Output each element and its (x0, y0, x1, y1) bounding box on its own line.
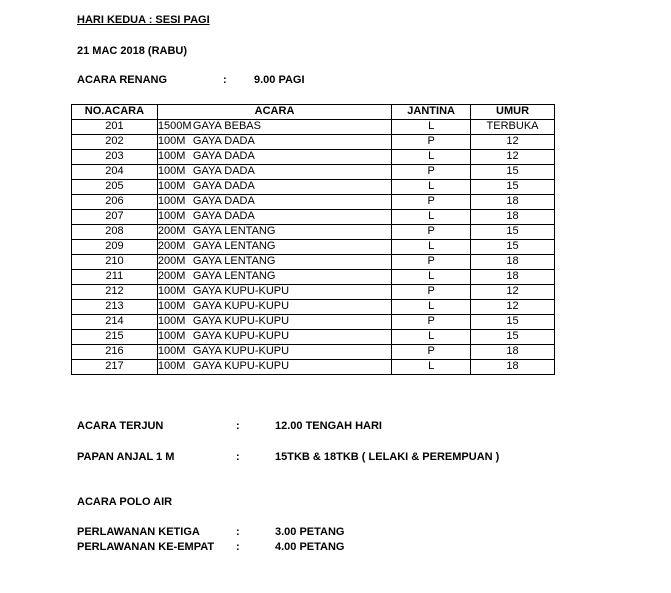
swimming-separator: : (223, 74, 227, 86)
cell-event-number: 214 (72, 315, 158, 330)
cell-gender: P (392, 345, 471, 360)
springboard-separator: : (236, 451, 240, 463)
cell-event-number: 209 (72, 240, 158, 255)
table-row (72, 330, 555, 345)
cell-gender: L (392, 120, 471, 135)
table-row (72, 120, 555, 135)
event-style: GAYA LENTANG (192, 255, 276, 267)
water-polo-label: ACARA POLO AIR (77, 496, 173, 508)
cell-event (157, 210, 391, 225)
cell-gender: P (392, 165, 471, 180)
column-header-event: ACARA (157, 105, 391, 120)
cell-event-number: 201 (72, 120, 158, 135)
table-row (72, 315, 555, 330)
cell-event-number: 212 (72, 285, 158, 300)
cell-age: 15 (471, 315, 555, 330)
cell-gender: P (392, 135, 471, 150)
event-distance: 100M (157, 210, 186, 222)
springboard-value: 15TKB & 18TKB ( LELAKI & PEREMPUAN ) (275, 451, 500, 463)
event-style: GAYA BEBAS (192, 120, 261, 132)
event-distance: 100M (157, 360, 186, 372)
cell-gender: L (392, 180, 471, 195)
table-row (72, 240, 555, 255)
event-style: GAYA KUPU-KUPU (192, 360, 290, 372)
cell-event (157, 240, 391, 255)
table-row (72, 195, 555, 210)
cell-age: 18 (471, 270, 555, 285)
cell-gender: P (392, 225, 471, 240)
table-row (72, 360, 555, 375)
cell-gender: P (392, 255, 471, 270)
cell-event-number: 215 (72, 330, 158, 345)
cell-event-number: 205 (72, 180, 158, 195)
cell-age: 18 (471, 195, 555, 210)
cell-event (157, 180, 391, 195)
cell-age: 12 (471, 300, 555, 315)
event-style: GAYA KUPU-KUPU (192, 345, 290, 357)
cell-event (157, 315, 391, 330)
cell-event (157, 285, 391, 300)
cell-event (157, 330, 391, 345)
event-style: GAYA LENTANG (192, 270, 276, 282)
cell-age: 15 (471, 165, 555, 180)
event-distance: 200M (157, 255, 186, 267)
event-distance: 100M (157, 150, 186, 162)
table-row (72, 285, 555, 300)
table-row (72, 345, 555, 360)
cell-age: 15 (471, 225, 555, 240)
event-distance: 100M (157, 330, 186, 342)
cell-event-number: 208 (72, 225, 158, 240)
event-style: GAYA KUPU-KUPU (192, 330, 290, 342)
page-title: HARI KEDUA : SESI PAGI (77, 14, 210, 26)
cell-event-number: 202 (72, 135, 158, 150)
event-distance: 100M (157, 195, 186, 207)
cell-event (157, 270, 391, 285)
event-style: GAYA DADA (192, 150, 255, 162)
table-row (72, 180, 555, 195)
table-row (72, 150, 555, 165)
event-distance: 200M (157, 270, 186, 282)
event-distance: 200M (157, 240, 186, 252)
event-distance: 100M (157, 300, 186, 312)
event-style: GAYA DADA (192, 210, 255, 222)
cell-event-number: 210 (72, 255, 158, 270)
event-table (71, 104, 555, 375)
cell-event-number: 203 (72, 150, 158, 165)
cell-age: 15 (471, 240, 555, 255)
cell-gender: L (392, 360, 471, 375)
diving-time: 12.00 TENGAH HARI (275, 420, 382, 432)
diving-separator: : (236, 420, 240, 432)
cell-age: 15 (471, 330, 555, 345)
table-row (72, 210, 555, 225)
cell-age: 12 (471, 135, 555, 150)
event-style: GAYA KUPU-KUPU (192, 285, 290, 297)
event-distance: 100M (157, 315, 186, 327)
table-row (72, 300, 555, 315)
event-style: GAYA LENTANG (192, 225, 276, 237)
cell-event (157, 360, 391, 375)
cell-event (157, 150, 391, 165)
cell-event (157, 300, 391, 315)
cell-gender: P (392, 315, 471, 330)
match-3-time: 3.00 PETANG (275, 526, 345, 538)
cell-gender: L (392, 240, 471, 255)
cell-event-number: 217 (72, 360, 158, 375)
table-row (72, 255, 555, 270)
cell-gender: L (392, 300, 471, 315)
event-style: GAYA DADA (192, 165, 255, 177)
event-distance: 100M (157, 180, 186, 192)
swimming-time: 9.00 PAGI (254, 74, 305, 86)
cell-age: 18 (471, 345, 555, 360)
cell-event (157, 135, 391, 150)
table-body (72, 120, 555, 375)
cell-event-number: 216 (72, 345, 158, 360)
cell-event-number: 211 (72, 270, 158, 285)
cell-event (157, 255, 391, 270)
event-distance: 1500M (157, 120, 192, 132)
table-header-row (72, 105, 555, 120)
swimming-label: ACARA RENANG (77, 74, 168, 86)
cell-event-number: 204 (72, 165, 158, 180)
table-row (72, 165, 555, 180)
cell-event (157, 345, 391, 360)
match-4-separator: : (236, 541, 240, 553)
event-style: GAYA DADA (192, 180, 255, 192)
cell-age: 12 (471, 285, 555, 300)
cell-event (157, 195, 391, 210)
cell-age: 18 (471, 255, 555, 270)
cell-gender: P (392, 285, 471, 300)
event-distance: 100M (157, 285, 186, 297)
match-4-time: 4.00 PETANG (275, 541, 345, 553)
cell-gender: P (392, 195, 471, 210)
cell-event-number: 213 (72, 300, 158, 315)
event-style: GAYA KUPU-KUPU (192, 300, 290, 312)
table-row (72, 135, 555, 150)
event-style: GAYA DADA (192, 195, 255, 207)
event-style: GAYA KUPU-KUPU (192, 315, 290, 327)
cell-event (157, 225, 391, 240)
event-distance: 100M (157, 135, 186, 147)
cell-event (157, 165, 391, 180)
event-date: 21 MAC 2018 (RABU) (77, 45, 188, 57)
cell-event (157, 120, 391, 135)
event-distance: 100M (157, 345, 186, 357)
springboard-label: PAPAN ANJAL 1 M (77, 451, 175, 463)
cell-gender: L (392, 150, 471, 165)
cell-age: 12 (471, 150, 555, 165)
cell-gender: L (392, 330, 471, 345)
cell-gender: L (392, 270, 471, 285)
cell-event-number: 206 (72, 195, 158, 210)
cell-age: TERBUKA (471, 120, 555, 135)
match-3-separator: : (236, 526, 240, 538)
diving-label: ACARA TERJUN (77, 420, 164, 432)
column-header-age: UMUR (471, 105, 555, 120)
event-distance: 200M (157, 225, 186, 237)
event-style: GAYA LENTANG (192, 240, 276, 252)
cell-age: 18 (471, 360, 555, 375)
cell-event-number: 207 (72, 210, 158, 225)
column-header-gender: JANTINA (392, 105, 471, 120)
cell-gender: L (392, 210, 471, 225)
match-4-label: PERLAWANAN KE-EMPAT (77, 541, 215, 553)
event-style: GAYA DADA (192, 135, 255, 147)
cell-age: 15 (471, 180, 555, 195)
cell-age: 18 (471, 210, 555, 225)
event-distance: 100M (157, 165, 186, 177)
table-row (72, 270, 555, 285)
match-3-label: PERLAWANAN KETIGA (77, 526, 200, 538)
column-header-no: NO.ACARA (72, 105, 158, 120)
table-row (72, 225, 555, 240)
